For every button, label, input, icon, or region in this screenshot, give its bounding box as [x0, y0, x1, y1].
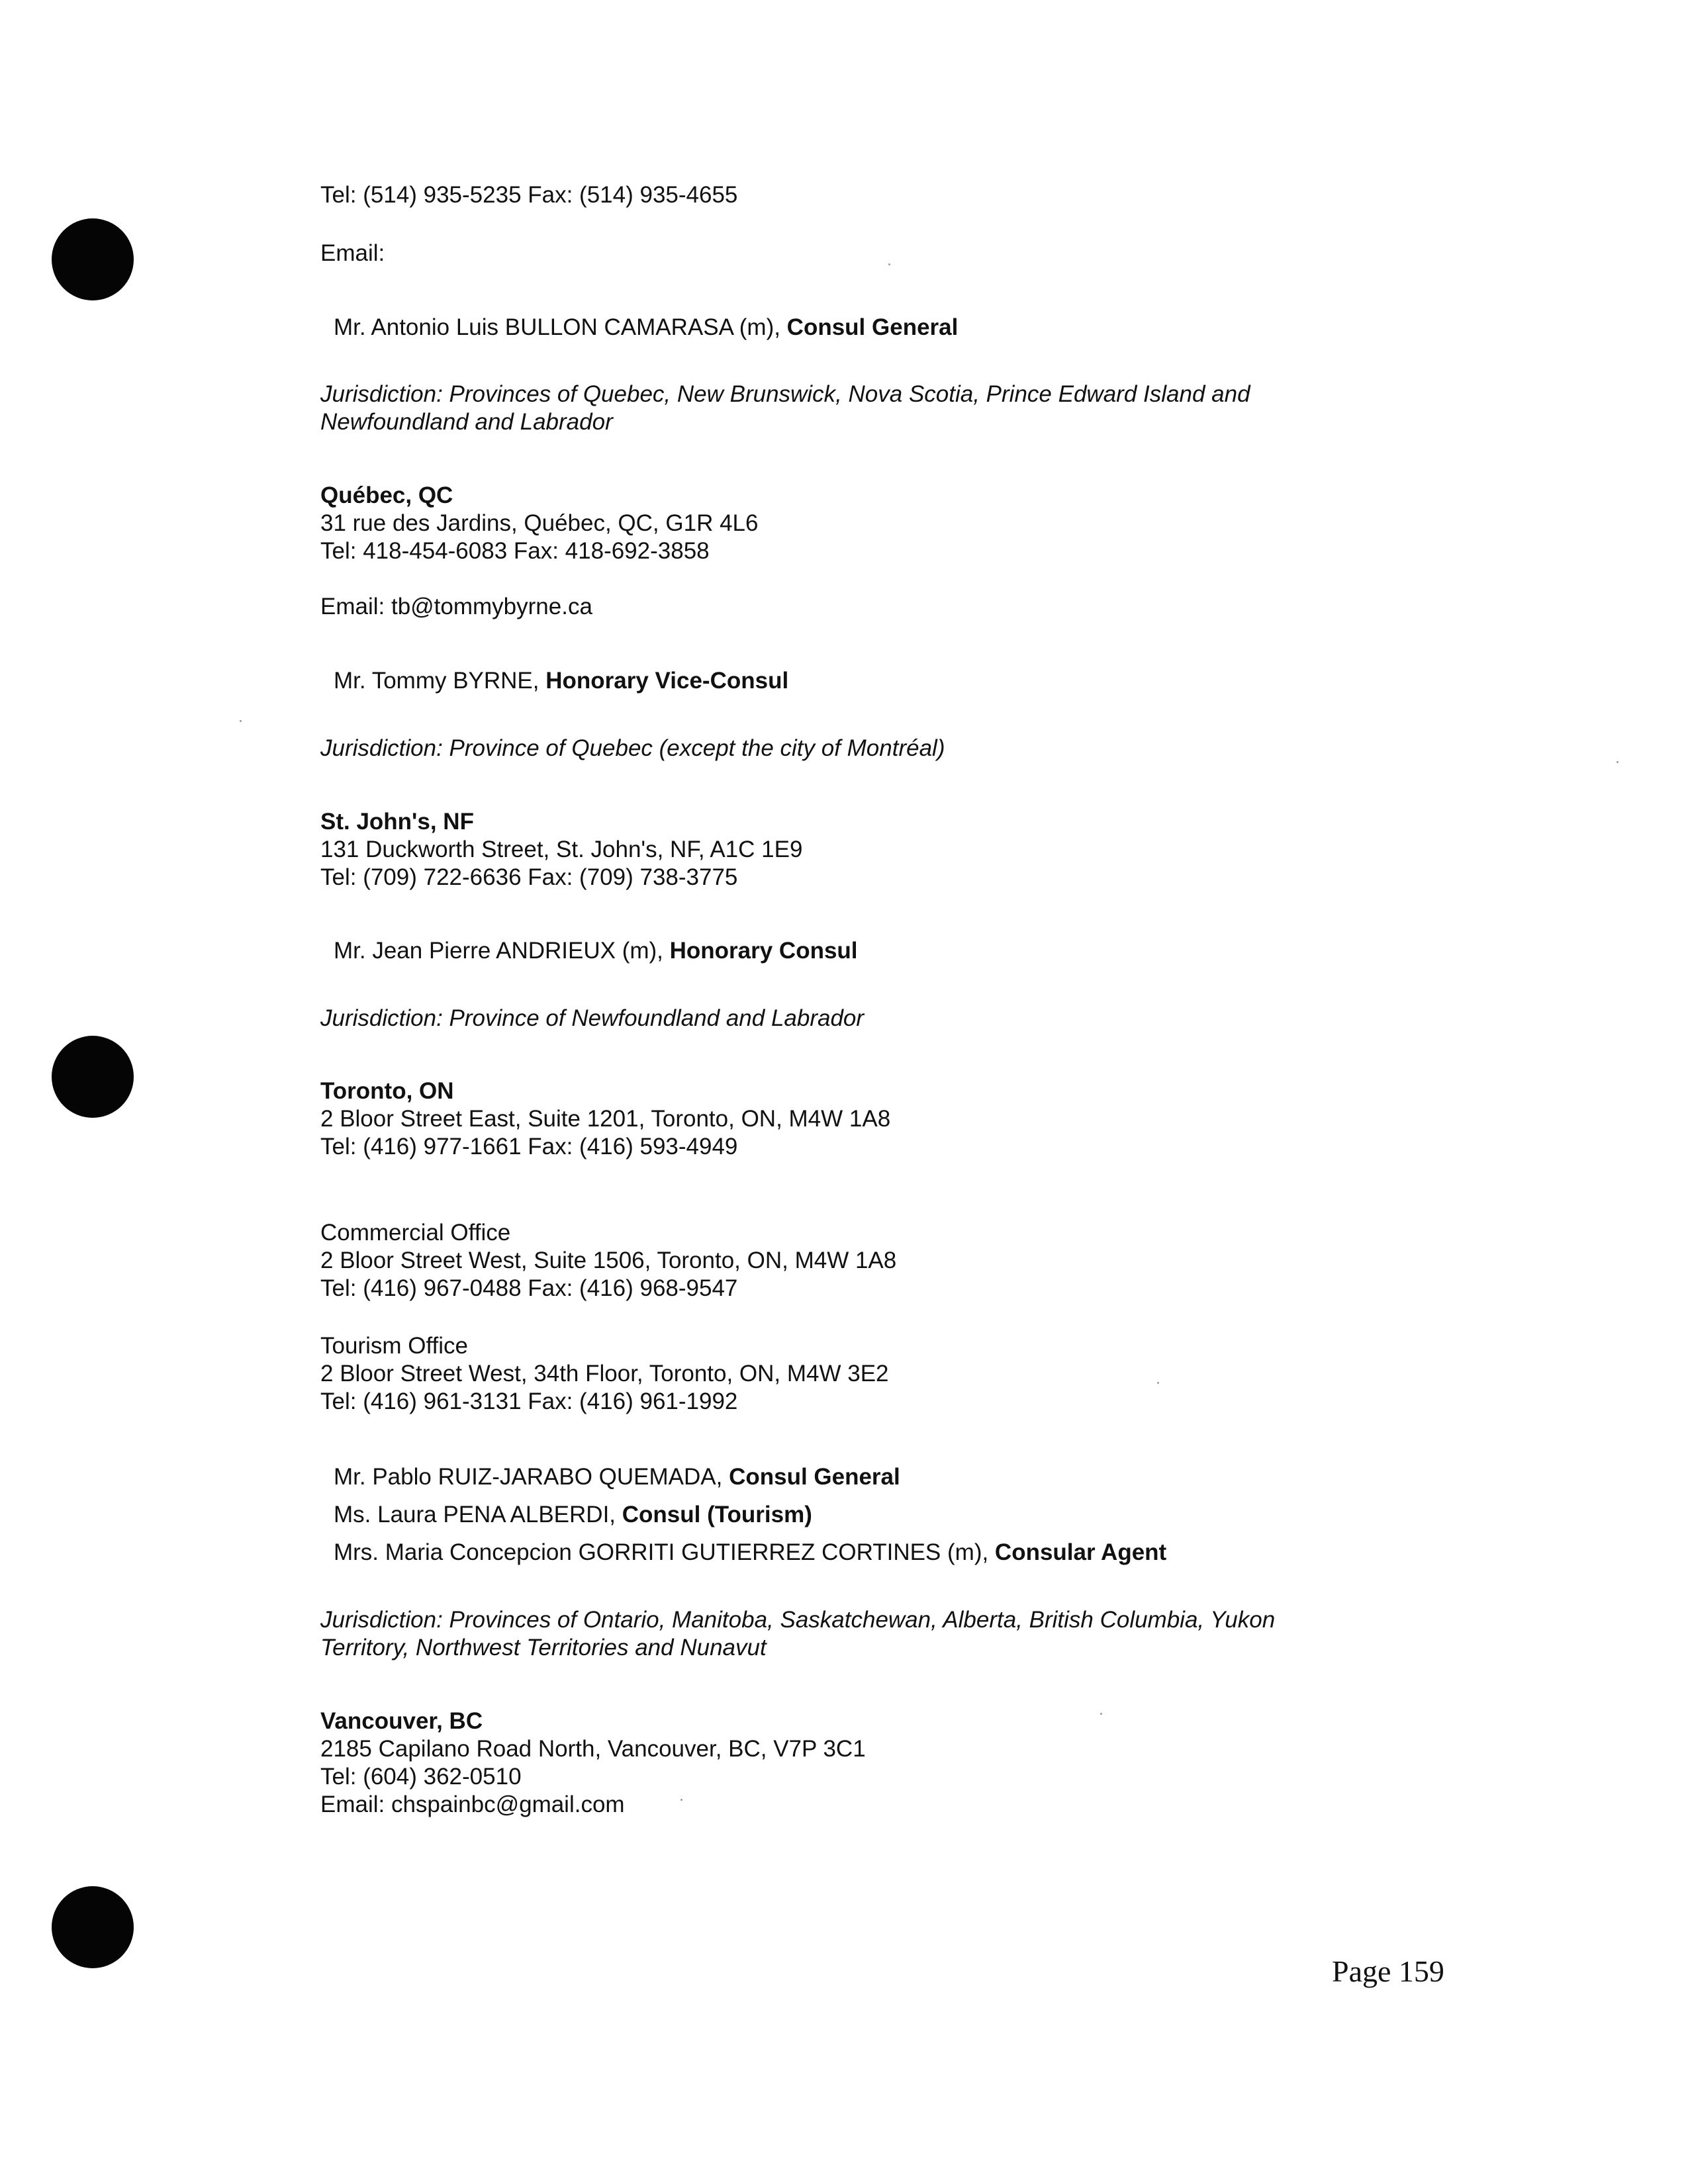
quebec-email: Email: tb@tommybyrne.ca: [320, 594, 592, 619]
quebec-jurisdiction: Jurisdiction: Province of Quebec (except the city of Montréal): [320, 735, 945, 761]
scan-speck: [1617, 761, 1618, 763]
scan-speck: [888, 263, 890, 265]
quebec-tel-fax: Tel: 418-454-6083 Fax: 418-692-3858: [320, 538, 710, 564]
official-name: Mr. Pablo RUIZ-JARABO QUEMADA,: [334, 1464, 729, 1490]
official-name: Mrs. Maria Concepcion GORRITI GUTIERREZ CORTINES (m),: [334, 1539, 995, 1565]
official-toronto-consular-agent: [334, 1539, 1166, 1567]
binder-hole-bottom: [52, 1886, 134, 1968]
official-stjohns-honorary-consul: [334, 937, 858, 965]
scan-speck: [680, 1799, 682, 1801]
vancouver-address: 2185 Capilano Road North, Vancouver, BC, V7P 3C1: [320, 1736, 866, 1762]
page-number: Page 159: [1332, 1954, 1444, 1988]
official-name: Ms. Laura PENA ALBERDI,: [334, 1502, 622, 1527]
toronto-jurisdiction-line-1: Jurisdiction: Provinces of Ontario, Manitoba, Saskatchewan, Alberta, British Columbia, Yukon: [320, 1607, 1276, 1633]
stjohns-jurisdiction: Jurisdiction: Province of Newfoundland and Labrador: [320, 1005, 865, 1031]
stjohns-heading: St. John's, NF: [320, 809, 474, 835]
binder-hole-top: [52, 218, 134, 300]
montreal-jurisdiction-line-1: Jurisdiction: Provinces of Quebec, New Brunswick, Nova Scotia, Prince Edward Island and: [320, 381, 1250, 407]
toronto-commercial-office-label: Commercial Office: [320, 1220, 511, 1246]
quebec-address: 31 rue des Jardins, Québec, QC, G1R 4L6: [320, 510, 759, 536]
toronto-tourism-office-label: Tourism Office: [320, 1333, 469, 1359]
official-title: Honorary Consul: [669, 938, 858, 964]
vancouver-heading: Vancouver, BC: [320, 1708, 483, 1734]
official-title: Consul General: [786, 314, 959, 340]
official-toronto-consul-tourism: [334, 1501, 812, 1529]
official-name: Mr. Tommy BYRNE,: [334, 668, 546, 694]
montreal-email: Email:: [320, 240, 385, 266]
stjohns-address: 131 Duckworth Street, St. John's, NF, A1C 1E9: [320, 837, 803, 862]
official-toronto-consul-general: [334, 1463, 900, 1491]
toronto-tel-fax: Tel: (416) 977-1661 Fax: (416) 593-4949: [320, 1134, 738, 1160]
toronto-tourism-office-address: 2 Bloor Street West, 34th Floor, Toronto, ON, M4W 3E2: [320, 1361, 889, 1387]
official-name: Mr. Jean Pierre ANDRIEUX (m),: [334, 938, 670, 964]
official-name: Mr. Antonio Luis BULLON CAMARASA (m),: [334, 314, 787, 340]
scan-speck: [1157, 1382, 1159, 1384]
quebec-heading: Québec, QC: [320, 482, 453, 508]
stjohns-tel-fax: Tel: (709) 722-6636 Fax: (709) 738-3775: [320, 864, 738, 890]
scan-speck: [1100, 1713, 1102, 1715]
scan-speck: [240, 720, 242, 722]
toronto-jurisdiction-line-2: Territory, Northwest Territories and Nunavut: [320, 1635, 767, 1661]
official-title: Consular Agent: [994, 1539, 1167, 1565]
vancouver-tel: Tel: (604) 362-0510: [320, 1764, 522, 1790]
official-title: Consul General: [729, 1464, 900, 1490]
toronto-commercial-office-tel-fax: Tel: (416) 967-0488 Fax: (416) 968-9547: [320, 1275, 738, 1301]
official-title: Consul (Tourism): [622, 1502, 812, 1527]
montreal-tel-fax: Tel: (514) 935-5235 Fax: (514) 935-4655: [320, 182, 738, 208]
official-quebec-vice-consul: [334, 667, 788, 695]
toronto-address: 2 Bloor Street East, Suite 1201, Toronto, ON, M4W 1A8: [320, 1106, 891, 1132]
toronto-heading: Toronto, ON: [320, 1078, 454, 1104]
vancouver-email: Email: chspainbc@gmail.com: [320, 1792, 625, 1817]
official-title: Honorary Vice-Consul: [545, 668, 789, 694]
toronto-commercial-office-address: 2 Bloor Street West, Suite 1506, Toronto, ON, M4W 1A8: [320, 1248, 897, 1273]
official-montreal-consul-general: [334, 314, 958, 341]
binder-hole-middle: [52, 1036, 134, 1118]
toronto-tourism-office-tel-fax: Tel: (416) 961-3131 Fax: (416) 961-1992: [320, 1388, 738, 1414]
montreal-jurisdiction-line-2: Newfoundland and Labrador: [320, 409, 613, 435]
